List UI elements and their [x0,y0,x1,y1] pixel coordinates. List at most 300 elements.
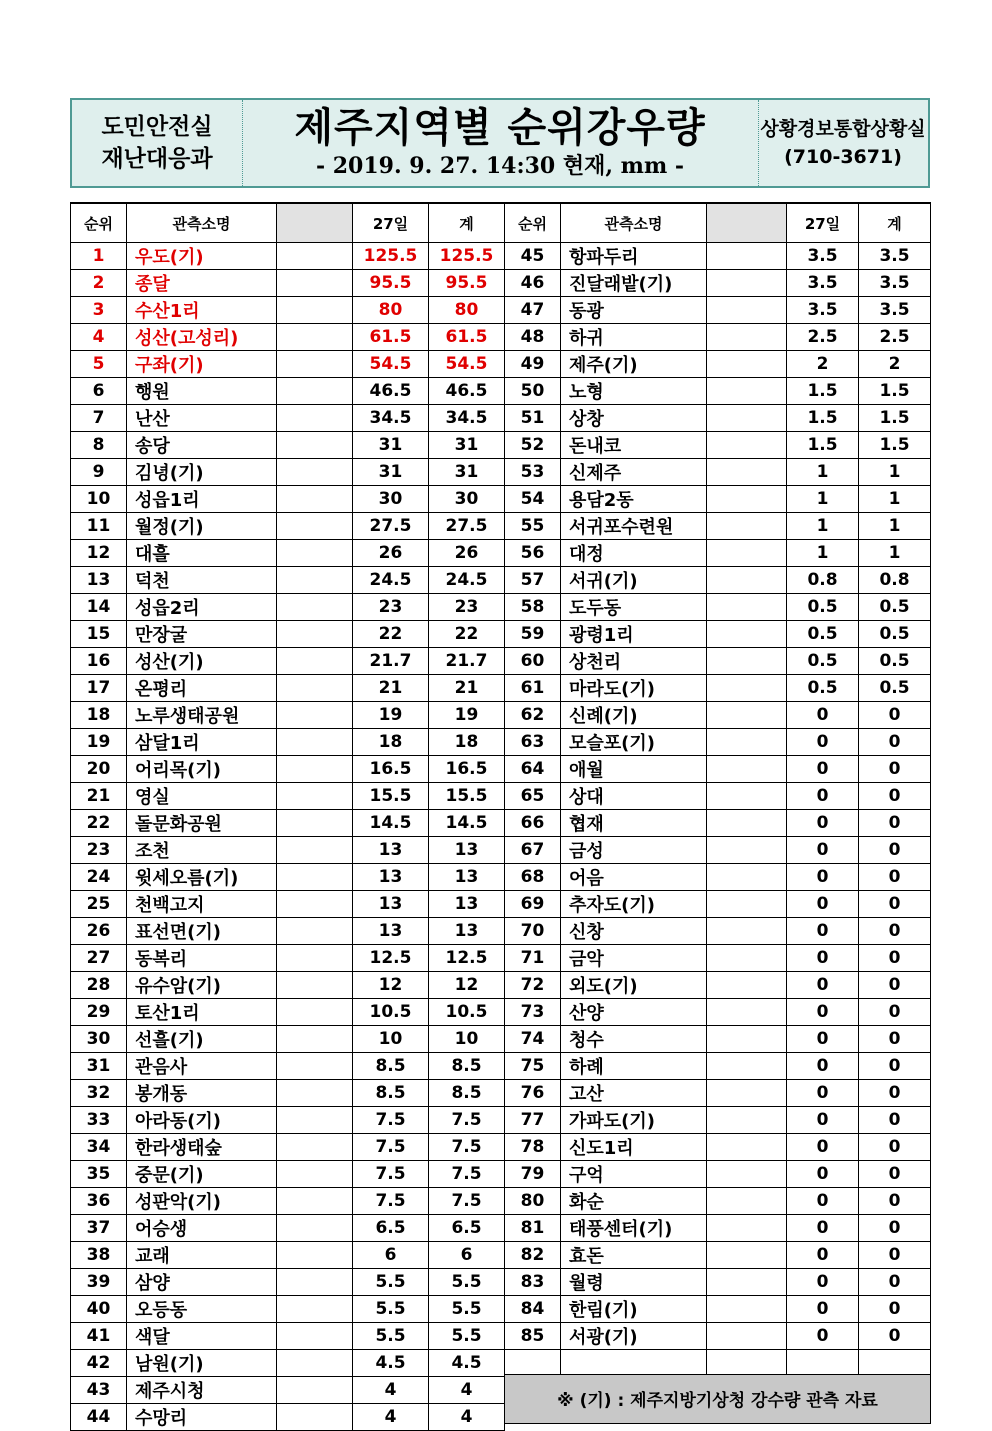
table-row [505,486,931,513]
total-value-cell: 1.5 [859,378,931,405]
rank-cell: 72 [505,972,561,999]
rank-cell: 61 [505,675,561,702]
table-row [505,1269,931,1296]
total-value-cell: 0 [859,837,931,864]
station-name-cell: 종달 [127,270,277,297]
total-value-cell: 5.5 [429,1269,505,1296]
total-value-cell: 31 [429,432,505,459]
station-name-cell: 조천 [127,837,277,864]
day-value-cell: 8.5 [353,1080,429,1107]
total-value-cell: 30 [429,486,505,513]
station-name-cell: 서광(기) [561,1323,707,1350]
blank-cell [277,702,353,729]
blank-cell [707,243,787,270]
day-value-cell: 5.5 [353,1296,429,1323]
blank-cell [277,783,353,810]
day-value-cell: 0 [787,972,859,999]
blank-cell [277,270,353,297]
day-value-cell: 21.7 [353,648,429,675]
total-value-cell: 3.5 [859,297,931,324]
blank-cell [277,1323,353,1350]
table-row [71,1377,505,1404]
day-value-cell: 13 [353,891,429,918]
rank-cell: 55 [505,513,561,540]
rainfall-table-right [504,202,931,1424]
office-line-1: 상황경보통합상황실 [760,118,926,140]
empty-cell [505,1350,561,1375]
table-row [71,999,505,1026]
rank-header: 순위 [505,203,561,243]
table-row [71,270,505,297]
day-value-cell: 0 [787,1161,859,1188]
table-row [505,432,931,459]
total-value-cell: 1.5 [859,405,931,432]
table-row [71,945,505,972]
station-name-cell: 노루생태공원 [127,702,277,729]
blank-cell [707,1242,787,1269]
station-name-cell: 애월 [561,756,707,783]
source-note: ※ (기) : 제주지방기상청 강수량 관측 자료 [505,1374,931,1423]
office-block [758,100,928,186]
station-name-cell: 월정(기) [127,513,277,540]
blank-cell [277,756,353,783]
department-line-2: 재난대응과 [101,146,213,172]
day-value-cell: 5.5 [353,1323,429,1350]
station-name-cell: 우도(기) [127,243,277,270]
blank-cell [277,513,353,540]
title-block [242,100,759,186]
station-name-cell: 추자도(기) [561,891,707,918]
blank-cell [277,864,353,891]
total-value-cell: 23 [429,594,505,621]
day-value-cell: 0.5 [787,621,859,648]
rank-cell: 49 [505,351,561,378]
table-row [71,864,505,891]
table-row [505,918,931,945]
rank-cell: 38 [71,1242,127,1269]
rank-cell: 42 [71,1350,127,1377]
blank-cell [707,459,787,486]
station-name-cell: 색달 [127,1323,277,1350]
day-value-cell: 21 [353,675,429,702]
blank-cell [277,918,353,945]
blank-cell [277,1404,353,1431]
blank-cell [277,405,353,432]
station-name-cell: 행원 [127,378,277,405]
blank-cell [277,1188,353,1215]
day-value-cell: 3.5 [787,243,859,270]
table-row [71,1242,505,1269]
rank-cell: 82 [505,1242,561,1269]
total-value-cell: 0 [859,729,931,756]
rainfall-table-left [70,202,505,1431]
total-value-cell: 2 [859,351,931,378]
rank-cell: 68 [505,864,561,891]
rank-cell: 36 [71,1188,127,1215]
table-row [71,459,505,486]
total-value-cell: 0 [859,1026,931,1053]
table-row [505,972,931,999]
rank-cell: 59 [505,621,561,648]
total-value-cell: 27.5 [429,513,505,540]
table-row [71,1161,505,1188]
empty-cell [707,1350,787,1375]
table-row [71,675,505,702]
day-value-cell: 0 [787,810,859,837]
station-name-cell: 돌문화공원 [127,810,277,837]
rank-cell: 4 [71,324,127,351]
table-row [505,378,931,405]
day-value-cell: 0 [787,1026,859,1053]
blank-cell [707,783,787,810]
table-row [505,648,931,675]
rank-cell: 73 [505,999,561,1026]
rank-cell: 5 [71,351,127,378]
total-value-cell: 10.5 [429,999,505,1026]
station-name-cell: 구좌(기) [127,351,277,378]
rank-cell: 60 [505,648,561,675]
total-value-cell: 0 [859,783,931,810]
table-row [71,351,505,378]
table-row [505,783,931,810]
day-value-cell: 4 [353,1404,429,1431]
table-row [505,864,931,891]
day-header: 27일 [353,203,429,243]
table-row [71,891,505,918]
report-subtitle: - 2019. 9. 27. 14:30 현재, mm - [315,153,685,179]
day-value-cell: 80 [353,297,429,324]
table-row [505,540,931,567]
table-row [505,1188,931,1215]
blank-cell [707,945,787,972]
rank-cell: 23 [71,837,127,864]
station-name-cell: 수산1리 [127,297,277,324]
department-line-1: 도민안전실 [101,114,213,140]
rank-cell: 76 [505,1080,561,1107]
total-value-cell: 21 [429,675,505,702]
station-name-cell: 토산1리 [127,999,277,1026]
rank-cell: 1 [71,243,127,270]
table-row [71,1296,505,1323]
day-value-cell: 13 [353,837,429,864]
table-row [505,297,931,324]
blank-cell [707,486,787,513]
day-value-cell: 7.5 [353,1188,429,1215]
table-row [71,297,505,324]
total-value-cell: 0.5 [859,648,931,675]
day-value-cell: 14.5 [353,810,429,837]
rank-cell: 81 [505,1215,561,1242]
total-value-cell: 61.5 [429,324,505,351]
blank-cell [707,594,787,621]
total-value-cell: 15.5 [429,783,505,810]
station-name-cell: 항파두리 [561,243,707,270]
rank-cell: 48 [505,324,561,351]
day-value-cell: 61.5 [353,324,429,351]
table-row [71,1269,505,1296]
station-name-cell: 윗세오름(기) [127,864,277,891]
rank-cell: 37 [71,1215,127,1242]
table-header-row [505,203,931,243]
day-value-cell: 12 [353,972,429,999]
blank-cell [277,1269,353,1296]
station-name-cell: 성읍1리 [127,486,277,513]
table-row [71,1188,505,1215]
rank-cell: 67 [505,837,561,864]
table-row [71,324,505,351]
total-value-cell: 4 [429,1404,505,1431]
rank-cell: 19 [71,729,127,756]
total-value-cell: 0 [859,972,931,999]
blank-cell [277,1161,353,1188]
station-name-cell: 서귀(기) [561,567,707,594]
rank-cell: 46 [505,270,561,297]
total-value-cell: 31 [429,459,505,486]
day-value-cell: 95.5 [353,270,429,297]
day-value-cell: 12.5 [353,945,429,972]
blank-cell [707,999,787,1026]
empty-cell [561,1350,707,1375]
total-value-cell: 12.5 [429,945,505,972]
total-value-cell: 0 [859,810,931,837]
rank-cell: 2 [71,270,127,297]
table-row [505,999,931,1026]
total-value-cell: 6.5 [429,1215,505,1242]
total-value-cell: 4.5 [429,1350,505,1377]
blank-cell [277,540,353,567]
blank-cell [707,702,787,729]
day-value-cell: 4.5 [353,1350,429,1377]
station-name-cell: 동복리 [127,945,277,972]
blank-cell [277,1080,353,1107]
rank-cell: 85 [505,1323,561,1350]
rank-cell: 57 [505,567,561,594]
table-row [505,810,931,837]
blank-cell [277,1053,353,1080]
table-body-left [71,243,505,1431]
total-value-cell: 13 [429,891,505,918]
rank-cell: 70 [505,918,561,945]
day-value-cell: 7.5 [353,1107,429,1134]
total-value-cell: 5.5 [429,1323,505,1350]
total-value-cell: 0 [859,891,931,918]
rank-cell: 40 [71,1296,127,1323]
rank-cell: 69 [505,891,561,918]
total-value-cell: 8.5 [429,1053,505,1080]
day-value-cell: 46.5 [353,378,429,405]
table-row [71,432,505,459]
rank-cell: 14 [71,594,127,621]
total-header: 계 [429,203,505,243]
rank-cell: 16 [71,648,127,675]
table-row [505,1026,931,1053]
day-value-cell: 0 [787,837,859,864]
blank-cell [707,837,787,864]
station-name-cell: 신례(기) [561,702,707,729]
blank-cell [707,1323,787,1350]
rank-cell: 10 [71,486,127,513]
blank-cell [707,1188,787,1215]
day-value-cell: 0 [787,999,859,1026]
table-row [71,1404,505,1431]
total-value-cell: 0 [859,999,931,1026]
total-value-cell: 5.5 [429,1296,505,1323]
station-name-cell: 성산(기) [127,648,277,675]
station-name-cell: 남원(기) [127,1350,277,1377]
day-value-cell: 125.5 [353,243,429,270]
total-value-cell: 14.5 [429,810,505,837]
day-value-cell: 15.5 [353,783,429,810]
blank-cell [277,486,353,513]
day-value-cell: 5.5 [353,1269,429,1296]
table-row [71,918,505,945]
rank-cell: 31 [71,1053,127,1080]
station-name-cell: 김녕(기) [127,459,277,486]
day-value-cell: 0 [787,1053,859,1080]
blank-cell [277,594,353,621]
blank-cell [277,1215,353,1242]
day-value-cell: 0 [787,756,859,783]
station-name-cell: 용담2동 [561,486,707,513]
day-value-cell: 30 [353,486,429,513]
table-row [71,405,505,432]
rank-cell: 28 [71,972,127,999]
day-value-cell: 0 [787,864,859,891]
table-row [505,567,931,594]
total-value-cell: 6 [429,1242,505,1269]
day-value-cell: 18 [353,729,429,756]
station-name-cell: 제주(기) [561,351,707,378]
total-value-cell: 0 [859,1296,931,1323]
station-name-cell: 만장굴 [127,621,277,648]
station-name-cell: 효돈 [561,1242,707,1269]
total-value-cell: 0.5 [859,675,931,702]
table-row [71,1323,505,1350]
total-value-cell: 0 [859,945,931,972]
day-value-cell: 0 [787,1242,859,1269]
station-name-cell: 노형 [561,378,707,405]
rank-cell: 47 [505,297,561,324]
rank-cell: 32 [71,1080,127,1107]
total-value-cell: 0 [859,1053,931,1080]
station-name-cell: 천백고지 [127,891,277,918]
blank-cell [707,972,787,999]
rank-cell: 66 [505,810,561,837]
table-row [505,1296,931,1323]
station-name-cell: 삼양 [127,1269,277,1296]
blank-cell [707,1161,787,1188]
table-row [71,1107,505,1134]
total-value-cell: 13 [429,918,505,945]
blank-cell [277,378,353,405]
station-name-cell: 서귀포수련원 [561,513,707,540]
day-value-cell: 0.5 [787,594,859,621]
blank-cell [707,378,787,405]
total-value-cell: 0 [859,1188,931,1215]
total-value-cell: 54.5 [429,351,505,378]
day-value-cell: 1 [787,513,859,540]
total-value-cell: 3.5 [859,243,931,270]
station-name-cell: 성읍2리 [127,594,277,621]
rank-cell: 83 [505,1269,561,1296]
table-row [505,729,931,756]
table-row [505,702,931,729]
blank-cell [707,1269,787,1296]
day-value-cell: 1 [787,540,859,567]
station-header: 관측소명 [561,203,707,243]
table-row [505,351,931,378]
rank-cell: 39 [71,1269,127,1296]
blank-cell [277,999,353,1026]
table-row [71,1053,505,1080]
blank-header [277,203,353,243]
total-value-cell: 0 [859,1215,931,1242]
rank-cell: 65 [505,783,561,810]
station-name-cell: 모슬포(기) [561,729,707,756]
total-value-cell: 1.5 [859,432,931,459]
station-name-cell: 오등동 [127,1296,277,1323]
station-name-cell: 대흘 [127,540,277,567]
total-value-cell: 2.5 [859,324,931,351]
station-name-cell: 상대 [561,783,707,810]
blank-cell [277,324,353,351]
day-value-cell: 54.5 [353,351,429,378]
total-value-cell: 1 [859,540,931,567]
station-name-cell: 표선면(기) [127,918,277,945]
day-value-cell: 0 [787,1107,859,1134]
blank-cell [707,1134,787,1161]
blank-cell [707,648,787,675]
blank-cell [277,945,353,972]
total-value-cell: 34.5 [429,405,505,432]
day-value-cell: 0 [787,729,859,756]
blank-cell [277,297,353,324]
station-name-cell: 구억 [561,1161,707,1188]
day-value-cell: 6 [353,1242,429,1269]
total-value-cell: 125.5 [429,243,505,270]
table-row [71,1080,505,1107]
department-block [72,100,243,186]
table-row [505,405,931,432]
total-value-cell: 22 [429,621,505,648]
report-title: 제주지역별 순위강우량 [294,105,706,151]
blank-cell [707,1053,787,1080]
day-value-cell: 0 [787,702,859,729]
rank-cell: 21 [71,783,127,810]
day-value-cell: 10 [353,1026,429,1053]
empty-cell [859,1350,931,1375]
blank-cell [707,891,787,918]
blank-cell [707,405,787,432]
total-value-cell: 0 [859,1242,931,1269]
day-value-cell: 8.5 [353,1053,429,1080]
total-value-cell: 0.5 [859,621,931,648]
day-value-cell: 1.5 [787,378,859,405]
station-name-cell: 성판악(기) [127,1188,277,1215]
day-value-cell: 1 [787,486,859,513]
station-name-cell: 금악 [561,945,707,972]
total-value-cell: 24.5 [429,567,505,594]
empty-cell [787,1350,859,1375]
table-row [71,243,505,270]
rank-cell: 52 [505,432,561,459]
blank-cell [707,432,787,459]
total-value-cell: 0 [859,1107,931,1134]
blank-cell [277,1296,353,1323]
day-value-cell: 27.5 [353,513,429,540]
table-header-row [71,203,505,243]
table-row [71,783,505,810]
